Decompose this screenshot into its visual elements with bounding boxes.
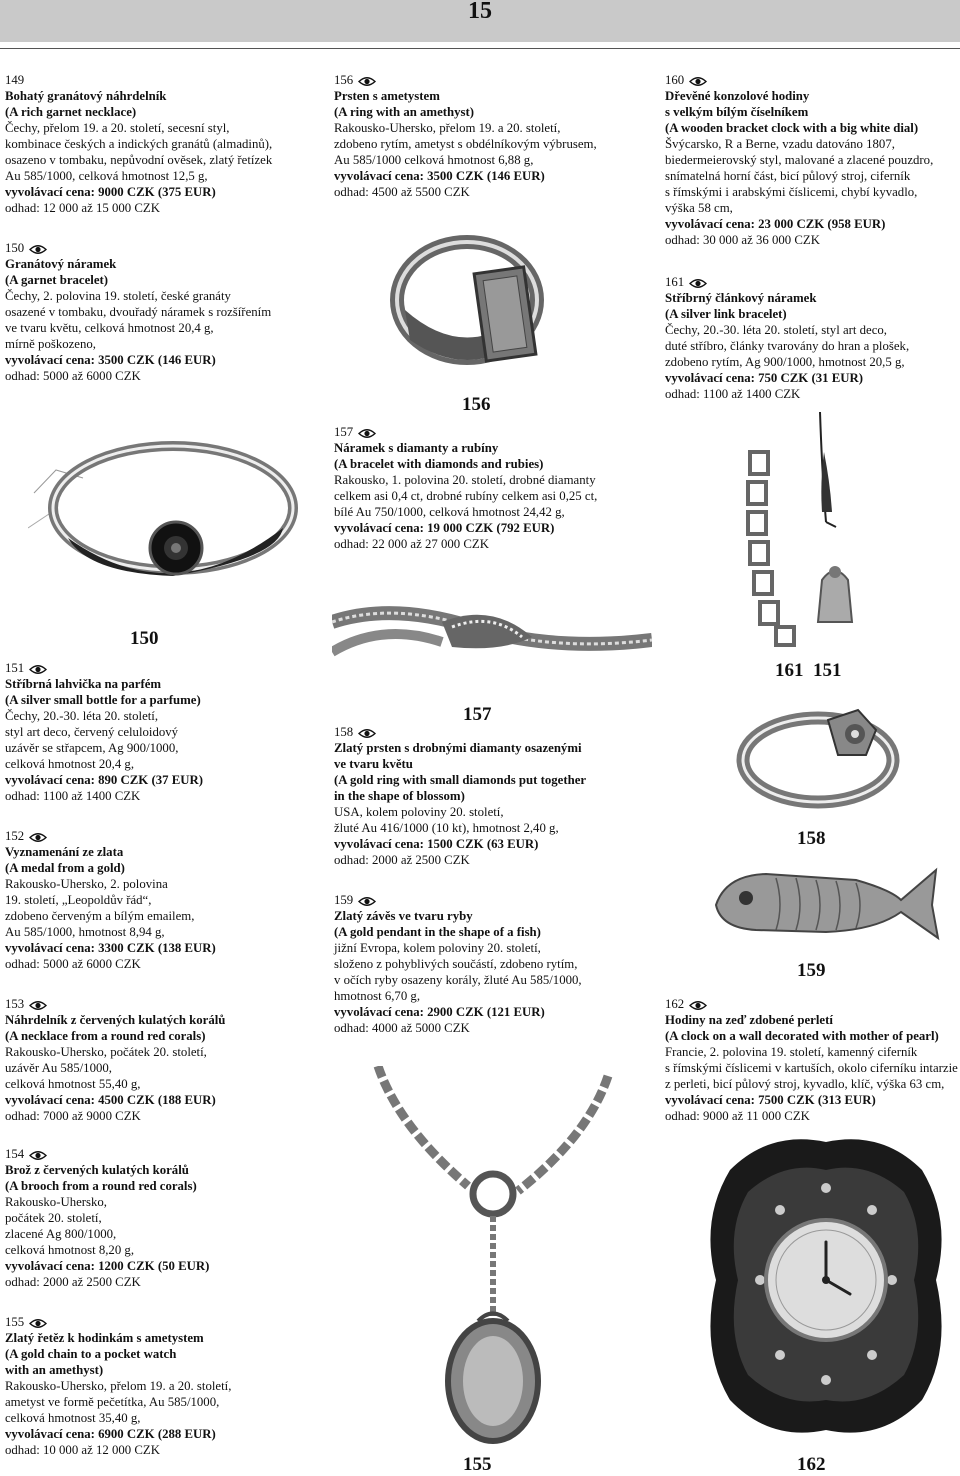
lot-158 — [334, 724, 586, 868]
lot-159 — [334, 892, 582, 1036]
lot-title: Prsten s ametystem — [334, 89, 440, 103]
lot-price: vyvolávací cena: 9000 CZK (375 EUR) — [5, 185, 216, 199]
lot-desc: mírně poškozeno, — [5, 337, 96, 351]
lot-title-en: (A necklace from a round red corals) — [5, 1029, 206, 1043]
lot-number: 150 — [5, 240, 271, 256]
lot-desc: kombinace českých a indických granátů (almadinů), — [5, 137, 273, 151]
lot-title-en: (A ring with an amethyst) — [334, 105, 475, 119]
eye-icon — [29, 1318, 47, 1329]
lot-title-en: with an amethyst) — [5, 1363, 104, 1377]
photo-amethyst-ring — [385, 215, 555, 375]
eye-icon — [29, 244, 47, 255]
lot-price: vyvolávací cena: 1200 CZK (50 EUR) — [5, 1259, 210, 1273]
lot-desc: v očích ryby osazeny korály, žluté Au 585/1000, — [334, 973, 582, 987]
lot-desc: Rakousko-Uhersko, — [5, 1195, 108, 1209]
lot-price: vyvolávací cena: 6900 CZK (288 EUR) — [5, 1427, 216, 1441]
lot-desc: Au 585/1000, celková hmotnost 12,5 g, — [5, 169, 208, 183]
lot-title: Stříbrná lahvička na parfém — [5, 677, 162, 691]
lot-desc: osazeno v tombaku, nepůvodní ověsek, zlatý řetízek — [5, 153, 273, 167]
lot-price: vyvolávací cena: 3300 CZK (138 EUR) — [5, 941, 216, 955]
lot-number: 154 — [5, 1146, 209, 1162]
lot-estimate: odhad: 1100 až 1400 CZK — [665, 387, 801, 401]
lot-title-en: (A clock on a wall decorated with mother of pearl) — [665, 1029, 939, 1043]
lot-149 — [5, 72, 272, 216]
photo-label-156: 156 — [462, 394, 491, 415]
lot-number: 153 — [5, 996, 225, 1012]
lot-desc: s římskými i arabskými číslicemi, chybí kyvadlo, — [665, 185, 918, 199]
lot-150 — [5, 240, 271, 384]
lot-desc: zdobeno rytím, ametyst s obdélníkovým výbrusem, — [334, 137, 597, 151]
eye-icon — [358, 728, 376, 739]
lot-desc: celková hmotnost 8,20 g, — [5, 1243, 135, 1257]
lot-price: vyvolávací cena: 3500 CZK (146 EUR) — [5, 353, 216, 367]
lot-title: Stříbrný článkový náramek — [665, 291, 817, 305]
photo-label-158: 158 — [797, 828, 826, 849]
lot-desc: Rakousko-Uhersko, 2. polovina — [5, 877, 168, 891]
lot-title: Zlatý závěs ve tvaru ryby — [334, 909, 473, 923]
lot-153 — [5, 996, 225, 1124]
lot-157 — [334, 424, 597, 552]
lot-desc: ametyst ve formě pečetítka, Au 585/1000, — [5, 1395, 220, 1409]
lot-estimate: odhad: 2000 až 2500 CZK — [334, 853, 470, 867]
lot-title-en: (A gold pendant in the shape of a fish) — [334, 925, 541, 939]
lot-155 — [5, 1314, 231, 1458]
lot-number: 155 — [5, 1314, 231, 1330]
lot-title-en: (A medal from a gold) — [5, 861, 125, 875]
lot-desc: ve tvaru květu, celková hmotnost 20,4 g, — [5, 321, 214, 335]
lot-desc: Francie, 2. polovina 19. století, kamenný ciferník — [665, 1045, 918, 1059]
eye-icon — [29, 832, 47, 843]
lot-desc: žluté Au 416/1000 (10 kt), hmotnost 2,40 g, — [334, 821, 559, 835]
lot-estimate: odhad: 7000 až 9000 CZK — [5, 1109, 141, 1123]
lot-title-en: (A brooch from a round red corals) — [5, 1179, 197, 1193]
lot-estimate: odhad: 22 000 až 27 000 CZK — [334, 537, 489, 551]
lot-desc: hmotnost 6,70 g, — [334, 989, 421, 1003]
lot-desc: celková hmotnost 55,40 g, — [5, 1077, 141, 1091]
photo-label-157: 157 — [463, 704, 492, 725]
lot-title-en: (A silver link bracelet) — [665, 307, 787, 321]
lot-desc: uzávěr Au 585/1000, — [5, 1061, 112, 1075]
eye-icon — [689, 76, 707, 87]
lot-price: vyvolávací cena: 750 CZK (31 EUR) — [665, 371, 863, 385]
lot-number: 152 — [5, 828, 216, 844]
lot-desc: výška 58 cm, — [665, 201, 733, 215]
lot-desc: Čechy, 20.-30. léta 20. století, — [5, 709, 159, 723]
lot-desc: uzávěr se střapcem, Ag 900/1000, — [5, 741, 179, 755]
photo-diamond-bracelet — [332, 582, 652, 694]
lot-desc: osazené v tombaku, dvouřadý náramek s rozšířením — [5, 305, 272, 319]
lot-estimate: odhad: 5000 až 6000 CZK — [5, 957, 141, 971]
lot-desc: jižní Evropa, kolem poloviny 20. století, — [334, 941, 541, 955]
lot-desc: Čechy, 20.-30. léta 20. století, styl art deco, — [665, 323, 887, 337]
eye-icon — [358, 76, 376, 87]
lot-price: vyvolávací cena: 2900 CZK (121 EUR) — [334, 1005, 545, 1019]
lot-title-en: (A garnet bracelet) — [5, 273, 109, 287]
lot-160 — [665, 72, 933, 248]
lot-desc: počátek 20. století, — [5, 1211, 102, 1225]
lot-number: 161 — [665, 274, 909, 290]
lot-title: Granátový náramek — [5, 257, 117, 271]
lot-161 — [665, 274, 909, 402]
lot-number: 149 — [5, 73, 25, 87]
photo-gold-flower-ring — [728, 700, 908, 816]
lot-number: 159 — [334, 892, 582, 908]
photo-label-155: 155 — [463, 1454, 492, 1475]
photo-gold-chain-amethyst — [358, 1066, 618, 1456]
photo-label-150: 150 — [130, 628, 159, 649]
photo-label-162: 162 — [797, 1454, 826, 1475]
lot-desc: s římskými číslicemi v kartuších, okolo ciferníku intarzie — [665, 1061, 958, 1075]
lot-162 — [665, 996, 958, 1124]
lot-title: Náramek s diamanty a rubíny — [334, 441, 499, 455]
lot-title: Vyznamenání ze zlata — [5, 845, 124, 859]
lot-desc: celková hmotnost 35,40 g, — [5, 1411, 141, 1425]
lot-estimate: odhad: 12 000 až 15 000 CZK — [5, 201, 160, 215]
photo-label-161-151: 161 151 — [775, 660, 842, 681]
lot-title: Bohatý granátový náhrdelník — [5, 89, 167, 103]
lot-number: 162 — [665, 996, 958, 1012]
lot-price: vyvolávací cena: 890 CZK (37 EUR) — [5, 773, 203, 787]
lot-title-en: (A wooden bracket clock with a big white dial) — [665, 121, 919, 135]
lot-title-en: (A gold ring with small diamonds put together — [334, 773, 587, 787]
photo-label-159: 159 — [797, 960, 826, 981]
lot-price: vyvolávací cena: 19 000 CZK (792 EUR) — [334, 521, 555, 535]
lot-desc: celkem asi 0,4 ct, drobné rubíny celkem asi 0,25 ct, — [334, 489, 598, 503]
lot-estimate: odhad: 1100 až 1400 CZK — [5, 789, 141, 803]
lot-estimate: odhad: 9000 až 11 000 CZK — [665, 1109, 810, 1123]
lot-desc: styl art deco, červený celuloidový — [5, 725, 179, 739]
lot-title-en: (A gold chain to a pocket watch — [5, 1347, 177, 1361]
page-header-band — [0, 0, 960, 42]
lot-title: Hodiny na zeď zdobené perletí — [665, 1013, 833, 1027]
lot-desc: zdobeno červeným a bílým emailem, — [5, 909, 195, 923]
lot-estimate: odhad: 5000 až 6000 CZK — [5, 369, 141, 383]
lot-price: vyvolávací cena: 1500 CZK (63 EUR) — [334, 837, 539, 851]
lot-desc: Rakousko-Uhersko, přelom 19. a 20. století, — [334, 121, 561, 135]
lot-title: Náhrdelník z červených kulatých korálů — [5, 1013, 226, 1027]
eye-icon — [29, 1000, 47, 1011]
lot-number: 156 — [334, 72, 597, 88]
lot-title-en: (A rich garnet necklace) — [5, 105, 137, 119]
lot-number: 158 — [334, 724, 586, 740]
lot-desc: zdobeno rytím, Ag 900/1000, hmotnost 20,5 g, — [665, 355, 905, 369]
lot-desc: snímatelná horní část, bicí půlový stroj, ciferník — [665, 169, 911, 183]
lot-price: vyvolávací cena: 7500 CZK (313 EUR) — [665, 1093, 876, 1107]
lot-price: vyvolávací cena: 4500 CZK (188 EUR) — [5, 1093, 216, 1107]
lot-desc: 19. století, „Leopoldův řád“, — [5, 893, 152, 907]
lot-desc: Čechy, přelom 19. a 20. století, secesní styl, — [5, 121, 230, 135]
lot-desc: duté stříbro, články tvarovány do hran a plošek, — [665, 339, 910, 353]
lot-estimate: odhad: 2000 až 2500 CZK — [5, 1275, 141, 1289]
lot-title: s velkým bílým číselníkem — [665, 105, 809, 119]
lot-estimate: odhad: 4500 až 5500 CZK — [334, 185, 470, 199]
page-number: 15 — [468, 0, 492, 24]
lot-desc: bílé Au 750/1000, celková hmotnost 24,42 g, — [334, 505, 565, 519]
eye-icon — [689, 1000, 707, 1011]
lot-desc: Rakousko, 1. polovina 20. století, drobné diamanty — [334, 473, 596, 487]
lot-title: ve tvaru květu — [334, 757, 413, 771]
eye-icon — [689, 278, 707, 289]
lot-title: Dřevěné konzolové hodiny — [665, 89, 810, 103]
header-rule — [0, 48, 960, 49]
lot-desc: Au 585/1000 celková hmotnost 6,88 g, — [334, 153, 534, 167]
lot-number: 160 — [665, 72, 933, 88]
photo-mother-of-pearl-clock — [700, 1130, 952, 1442]
lot-desc: Rakousko-Uhersko, přelom 19. a 20. století, — [5, 1379, 232, 1393]
eye-icon — [358, 428, 376, 439]
lot-desc: Švýcarsko, R a Berne, vzadu datováno 1807, — [665, 137, 895, 151]
eye-icon — [358, 896, 376, 907]
lot-desc: USA, kolem poloviny 20. století, — [334, 805, 504, 819]
lot-desc: Čechy, 2. polovina 19. století, české granáty — [5, 289, 231, 303]
lot-price: vyvolávací cena: 3500 CZK (146 EUR) — [334, 169, 545, 183]
lot-estimate: odhad: 30 000 až 36 000 CZK — [665, 233, 820, 247]
lot-desc: zlacené Ag 800/1000, — [5, 1227, 117, 1241]
lot-title: Zlatý prsten s drobnými diamanty osazenými — [334, 741, 582, 755]
eye-icon — [29, 1150, 47, 1161]
photo-fish-pendant — [706, 860, 946, 944]
lot-title-en: (A bracelet with diamonds and rubies) — [334, 457, 544, 471]
photo-garnet-bracelet — [28, 398, 328, 598]
lot-154 — [5, 1146, 209, 1290]
lot-desc: složeno z pohyblivých součástí, zdobeno rytím, — [334, 957, 578, 971]
lot-price: vyvolávací cena: 23 000 CZK (958 EUR) — [665, 217, 886, 231]
lot-desc: Au 585/1000, hmotnost 8,94 g, — [5, 925, 165, 939]
eye-icon — [29, 664, 47, 675]
lot-number: 151 — [5, 660, 203, 676]
lot-title: Zlatý řetěz k hodinkám s ametystem — [5, 1331, 204, 1345]
lot-estimate: odhad: 10 000 až 12 000 CZK — [5, 1443, 160, 1457]
lot-152 — [5, 828, 216, 972]
lot-title: Brož z červených kulatých korálů — [5, 1163, 189, 1177]
lot-estimate: odhad: 4000 až 5000 CZK — [334, 1021, 470, 1035]
lot-156 — [334, 72, 597, 200]
photo-link-bracelet-and-bottle — [740, 412, 900, 652]
lot-desc: celková hmotnost 20,4 g, — [5, 757, 135, 771]
lot-151 — [5, 660, 203, 804]
lot-title-en: (A silver small bottle for a parfume) — [5, 693, 201, 707]
lot-number: 157 — [334, 424, 597, 440]
lot-title-en: in the shape of blossom) — [334, 789, 465, 803]
lot-desc: z perleti, bicí půlový stroj, kyvadlo, klíč, výška 63 cm, — [665, 1077, 945, 1091]
lot-desc: biedermeierovský styl, malované a zlacené pouzdro, — [665, 153, 934, 167]
lot-desc: Rakousko-Uhersko, počátek 20. století, — [5, 1045, 207, 1059]
